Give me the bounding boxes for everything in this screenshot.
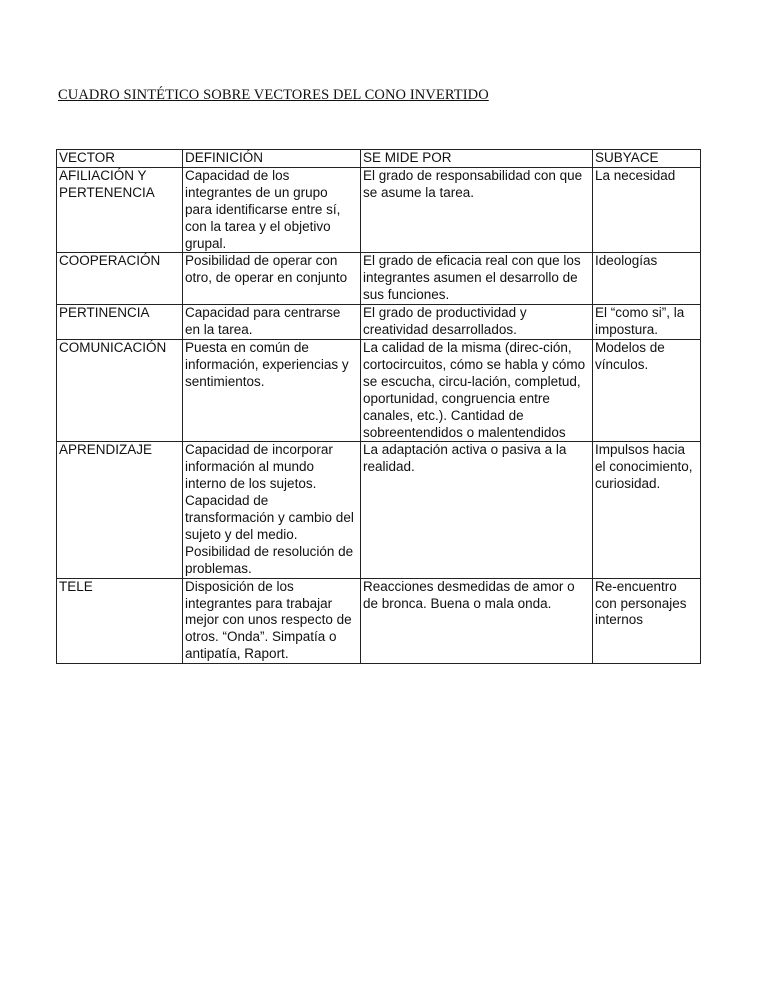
table-row (57, 253, 701, 305)
cell-se-mide-por: La adaptación activa o pasiva a la realidad. (361, 442, 593, 578)
cell-se-mide-por: La calidad de la misma (direc-ción, cortocircuitos, cómo se habla y cómo se escucha, circu-lación, completud, oportunidad, congruencia entre canales, etc.). Cantidad de sobreentendidos o malentendidos (361, 339, 593, 441)
table-row (57, 442, 701, 578)
cell-vector: TELE (57, 578, 183, 664)
cell-subyace: La necesidad (593, 167, 701, 253)
header-subyace: SUBYACE (593, 150, 701, 168)
cell-subyace: Ideologías (593, 253, 701, 305)
cell-definicion: Capacidad para centrarse en la tarea. (183, 305, 361, 340)
document-title: CUADRO SINTÉTICO SOBRE VECTORES DEL CONO INVERTIDO (58, 87, 489, 103)
cell-se-mide-por: El grado de productividad y creatividad desarrollados. (361, 305, 593, 340)
table-row (57, 578, 701, 664)
table-header-row (57, 150, 701, 168)
cell-vector: COOPERACIÓN (57, 253, 183, 305)
cell-subyace: El “como si”, la impostura. (593, 305, 701, 340)
cell-subyace: Modelos de vínculos. (593, 339, 701, 441)
cell-definicion: Capacidad de incorporar información al mundo interno de los sujetos. Capacidad de transformación y cambio del sujeto y del medio. Posibilidad de resolución de problemas. (183, 442, 361, 578)
cell-subyace: Impulsos hacia el conocimiento, curiosidad. (593, 442, 701, 578)
cell-definicion: Puesta en común de información, experiencias y sentimientos. (183, 339, 361, 441)
header-se-mide-por: SE MIDE POR (361, 150, 593, 168)
cell-vector: PERTINENCIA (57, 305, 183, 340)
cell-definicion: Capacidad de los integrantes de un grupo para identificarse entre sí, con la tarea y el objetivo grupal. (183, 167, 361, 253)
cell-se-mide-por: Reacciones desmedidas de amor o de bronca. Buena o mala onda. (361, 578, 593, 664)
cell-vector: AFILIACIÓN Y PERTENENCIA (57, 167, 183, 253)
cell-se-mide-por: El grado de eficacia real con que los integrantes asumen el desarrollo de sus funciones. (361, 253, 593, 305)
header-definicion: DEFINICIÓN (183, 150, 361, 168)
table-row (57, 167, 701, 253)
cell-vector: COMUNICACIÓN (57, 339, 183, 441)
cell-se-mide-por: El grado de responsabilidad con que se asume la tarea. (361, 167, 593, 253)
table-row (57, 305, 701, 340)
table-row (57, 339, 701, 441)
cell-subyace: Re-encuentro con personajes internos (593, 578, 701, 664)
vectors-table (56, 149, 701, 664)
cell-definicion: Posibilidad de operar con otro, de operar en conjunto (183, 253, 361, 305)
cell-vector: APRENDIZAJE (57, 442, 183, 578)
cell-definicion: Disposición de los integrantes para trabajar mejor con unos respecto de otros. “Onda”. Simpatía o antipatía, Raport. (183, 578, 361, 664)
header-vector: VECTOR (57, 150, 183, 168)
